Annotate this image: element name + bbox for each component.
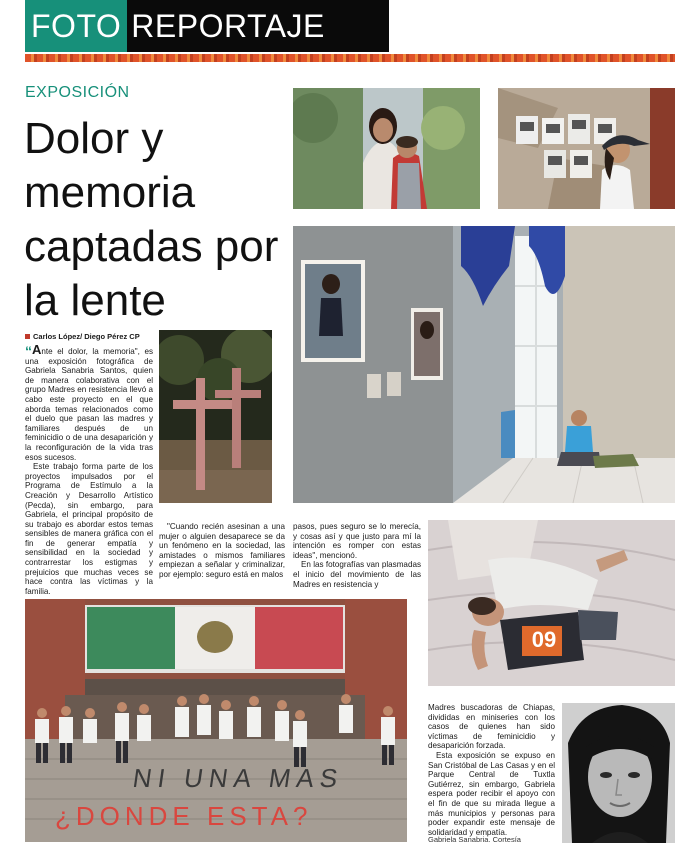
paragraph-madres: Madres buscadoras de Chiapas, divididas en miniseries con los casos de quienes han sido víctimas de feminicidio y desaparición forzada.	[428, 703, 555, 751]
photo-portrait-gabriela	[562, 703, 675, 843]
paragraph-quote-cont: pasos, pues seguro se lo merecía, y cosas así y que justo para mí la intención es romper con estas ideas", mencionó.	[293, 522, 421, 560]
byline-text: Carlos López/ Diego Pérez CP	[33, 332, 140, 341]
photo-pink-cross	[159, 330, 272, 503]
protest-text-ni-una-mas: NI UNA MAS	[130, 763, 346, 793]
section-label-foto: FOTO	[25, 0, 127, 52]
paragraph-lead: “Ante el dolor, la memoria", es una exposición fotográfica de Gabriela Sanabria Santos, quien de manera colaborativa con el grupo Madres en resistencia llevó a cabo este proyecto en el que aborda temas relacionados como el duelo que pasan las madres y familiares después de un feminicidio o de una desaparición y la reconfiguración de la vida tras esos sucesos.	[25, 342, 153, 462]
photo-mother-son	[293, 88, 480, 209]
section-header	[25, 0, 389, 52]
protest-text-donde-esta: ¿DONDE ESTA?	[55, 801, 313, 831]
paragraph-expo: Esta exposición se expuso en San Cristóbal de Las Casas y en el Parque Central de Tuxtla Gutiérrez, sin embargo, Gabriela espera poder recibir el apoyo con el fin de que su mirada llegue a más municipios y personas para poder expandir este mensaje de solidaridad y empatía.	[428, 750, 555, 837]
section-label-reportaje: REPORTAJE	[127, 0, 389, 52]
text-column-1	[25, 342, 153, 596]
paragraph-photos: En las fotografías van plasmadas el inicio del movimiento de las Madres en resistencia y	[293, 560, 421, 589]
kicker: EXPOSICIÓN	[25, 84, 130, 101]
lead-text: nte el dolor, la memoria", es una exposición fotográfica de Gabriela Sanabria Santos, quien de manera colaborativa con el grupo Madres en resistencia llevó a cabo este proyecto en el que aborda temas relacionados como el duelo que pasan las madres y familiares después de un feminicidio o de una desaparición y la reconfiguración de la vida tras esos sucesos.	[25, 347, 153, 462]
byline-marker	[25, 334, 30, 339]
photo-wall-posters	[498, 88, 675, 209]
headline: Dolor y memoria captadas por la lente	[24, 114, 279, 325]
paragraph-quote: "Cuando recién asesinan a una mujer o alguien desaparece se da un fenómeno en la sociedad, las amistades o mismos familiares empiezan a señalar y criminalizar, por ejemplo: seguro está en malos	[159, 522, 285, 579]
jersey-number: 09	[531, 627, 557, 652]
photo-caption: Gabriela Sanabria. Cortesía	[428, 835, 521, 844]
text-column-2	[159, 522, 285, 580]
decorative-band	[25, 54, 675, 62]
text-column-3	[293, 522, 421, 589]
text-column-4	[428, 703, 555, 837]
byline	[25, 332, 140, 341]
paragraph-2: Este trabajo forma parte de los proyectos impulsados por el Programa de Estímulo a la Creación y Desarrollo Artístico (Pecda), sin embargo, para Gabriela, el principal propósito de su trabajo es abordar estos temas sensibles de manera gráfica con el fin de generar empatía y sensibilidad en la sociedad y contrarrestar los estigmas y prejuicios que muchas veces se hace contra las víctimas y la familia.	[25, 462, 153, 596]
photo-protest	[25, 599, 407, 842]
photo-child-bed	[428, 520, 675, 686]
photo-room-child	[293, 226, 675, 503]
drop-cap: A	[32, 342, 42, 357]
